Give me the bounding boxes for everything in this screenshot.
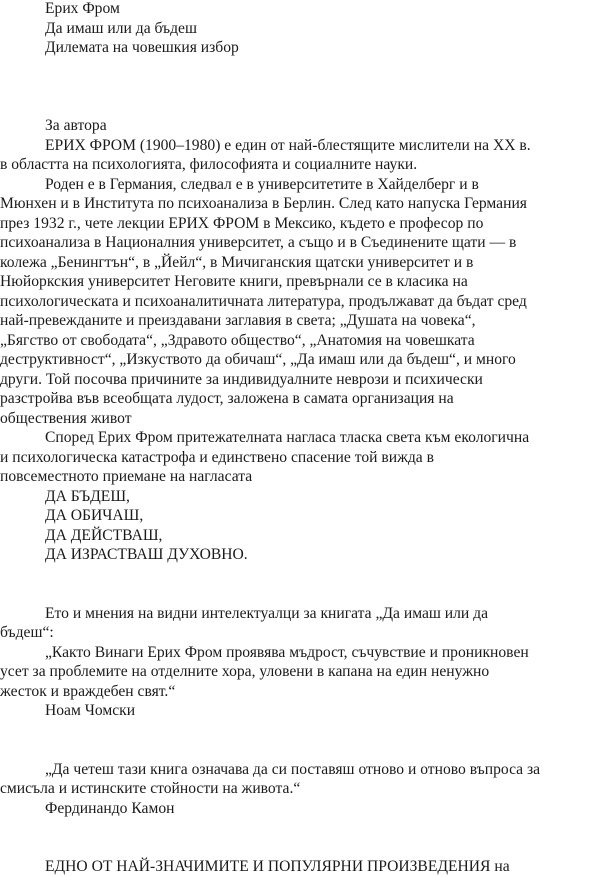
book-title: Да имаш или да бъдеш	[45, 19, 197, 37]
about-line: Мюнхен и в Института по психоанализа в Берлин. След като напуска Германия	[0, 195, 527, 212]
opinions-intro: бъдеш“:	[0, 624, 54, 641]
about-line: Роден е в Германия, следвал е в университетите в Хайделберг и в	[45, 175, 479, 193]
author-name: Ерих Фром	[45, 0, 120, 17]
about-line: психоанализа в Националния университет, а също и в Съединените щати — в	[0, 234, 517, 251]
quote-author: Ноам Чомски	[45, 702, 136, 719]
motto-line: ДА ОБИЧАШ,	[45, 507, 144, 524]
motto-line: ДА ИЗРАСТВАШ ДУХОВНО.	[45, 546, 248, 563]
quote-author: Фердинандо Камон	[45, 799, 175, 817]
quote-line: „Да четеш тази книга означава да си поставяш отново и отново въпроса за	[45, 760, 541, 778]
about-line: в областта на психологията, философията и социалните науки.	[0, 156, 418, 173]
quote-line: „Както Винаги Ерих Фром проявява мъдрост, съчувствие и проникновен	[45, 643, 529, 661]
about-line: „Бягство от свободата“, „Здравото общество“, „Анатомия на човешката	[0, 331, 475, 349]
quote-line: усет за проблемите на отделните хора, уловени в капана на един ненужно	[0, 663, 490, 680]
about-line: Според Ерих Фром притежателната нагласа тласка света към екологична	[45, 429, 530, 446]
about-heading: За автора	[45, 117, 107, 134]
about-line: колежа „Бенингтън“, в „Йейл“, в Мичиганския щатски университет и в	[0, 253, 474, 271]
about-line: разстройва във всеобщата лудост, заложена в самата организация на	[0, 390, 454, 407]
about-line: Нюйоркския университет Неговите книги, превърнали се в класика на	[0, 273, 468, 290]
about-line: най-превежданите и преиздавани заглавия в света; „Душата на човека“,	[0, 312, 476, 329]
quote-line: смисъла и истинските стойности на живота.“	[0, 780, 301, 797]
motto-line: ДА БЪДЕШ,	[45, 487, 130, 505]
about-line: ЕРИХ ФРОМ (1900–1980) е един от най-блестящите мислители на XX в.	[45, 136, 531, 154]
closing-line: ЕДНО ОТ НАЙ-ЗНАЧИМИТЕ И ПОПУЛЯРНИ ПРОИЗВЕДЕНИЯ на	[45, 858, 510, 875]
opinions-intro: Ето и мнения на видни интелектуалци за книгата „Да имаш или да	[45, 604, 489, 622]
book-subtitle: Дилемата на човешкия избор	[45, 39, 239, 56]
quote-line: жесток и враждебен свят.“	[0, 682, 176, 700]
about-line: и психологическа катастрофа и единствено спасение той вижда в	[0, 448, 434, 466]
about-line: психологическата и психоаналитичната литература, продължават да бъдат сред	[0, 292, 527, 310]
about-line: обществения живот	[0, 409, 132, 427]
about-line: деструктивност“, „Изкуството да обичаш“, „Да имаш или да бъдеш“, и много	[0, 351, 516, 368]
about-line: повсеместното приемане на нагласата	[0, 468, 253, 485]
about-line: други. Той посочва причините за индивидуалните неврози и психически	[0, 370, 483, 388]
motto-line: ДА ДЕЙСТВАШ,	[45, 526, 163, 544]
about-line: през 1932 г., чете лекции ЕРИХ ФРОМ в Мексико, където е професор по	[0, 214, 484, 232]
